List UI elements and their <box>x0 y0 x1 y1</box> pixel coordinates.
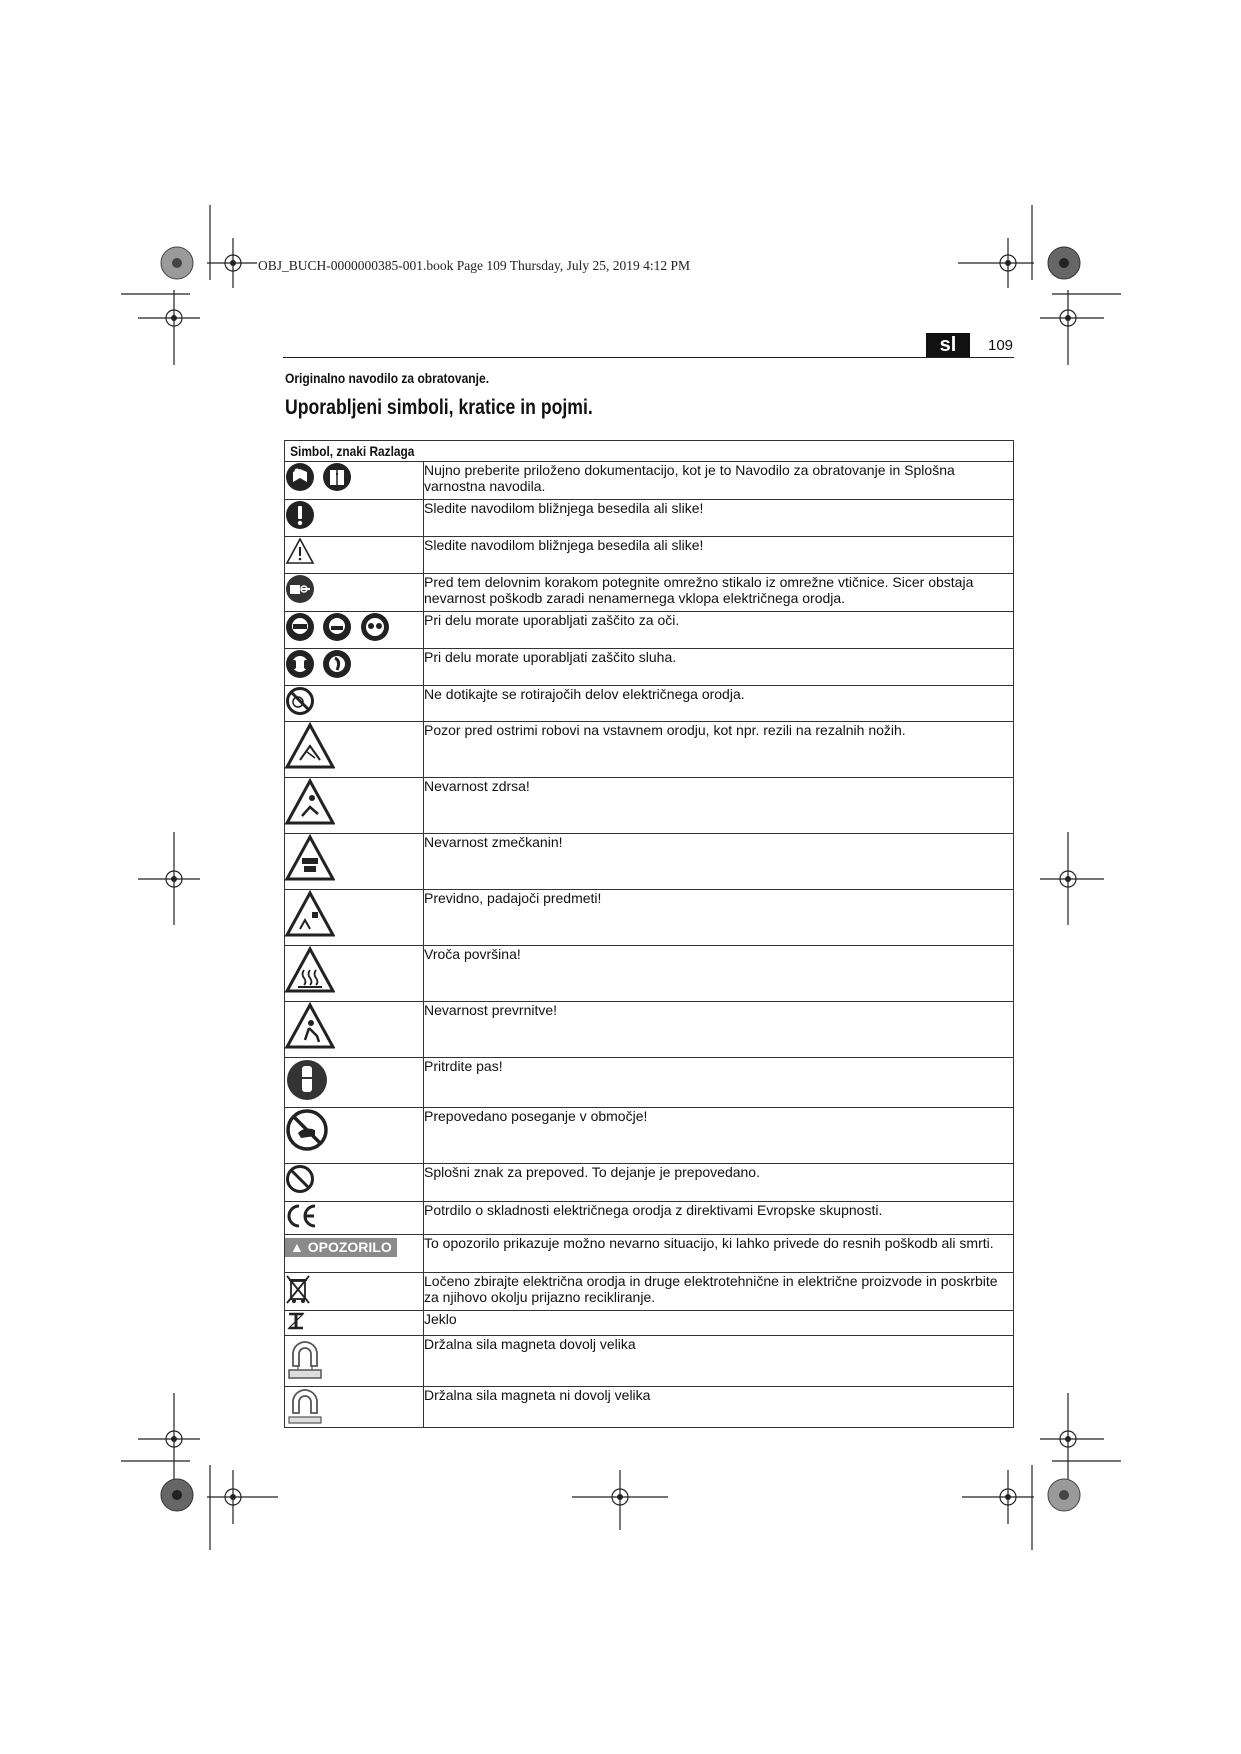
row-description: Jeklo <box>424 1311 1014 1336</box>
row-description: Splošni znak za prepoved. To dejanje je prepovedano. <box>424 1164 1014 1202</box>
table-row <box>285 1336 1014 1387</box>
warning-triangle-icon <box>285 537 315 565</box>
table-row <box>285 834 1014 890</box>
table-row <box>285 1273 1014 1311</box>
row-description: Nevarnost zdrsa! <box>424 778 1014 834</box>
row-description: To opozorilo prikazuje možno nevarno situacijo, ki lahko privede do resnih poškodb ali smrti. <box>424 1235 1014 1273</box>
ear-protection-icon <box>285 649 315 679</box>
table-row <box>285 722 1014 778</box>
table-row <box>285 778 1014 834</box>
magnet-weak-icon <box>285 1387 325 1425</box>
table-row <box>285 500 1014 537</box>
steel-icon <box>285 1311 307 1331</box>
exclamation-mandatory-icon <box>285 500 315 530</box>
safety-mask-icon <box>322 612 352 642</box>
header-rule <box>283 357 1014 358</box>
document-subtitle: Originalno navodilo za obratovanje. <box>285 370 490 386</box>
table-row <box>285 890 1014 946</box>
row-description: Nujno preberite priloženo dokumentacijo, kot je to Navodilo za obratovanje in Splošna varnostna navodila. <box>424 462 1014 500</box>
magnet-ok-icon <box>285 1336 325 1382</box>
row-description: Pri delu morate uporabljati zaščito sluha. <box>424 649 1014 686</box>
ear-plug-icon <box>322 649 352 679</box>
table-row <box>285 574 1014 612</box>
table-row <box>285 1108 1014 1164</box>
color-wheel-tr <box>1048 247 1080 279</box>
row-description: Prepovedano poseganje v območje! <box>424 1108 1014 1164</box>
symbols-table <box>284 440 1014 1428</box>
row-description: Nevarnost prevrnitve! <box>424 1002 1014 1058</box>
row-description: Držalna sila magneta ni dovolj velika <box>424 1387 1014 1428</box>
crosshair-tl <box>207 238 257 288</box>
unplug-icon <box>285 574 315 604</box>
read-manual-icon <box>285 462 315 492</box>
tip-over-hazard-icon <box>285 1002 335 1052</box>
section-title: Uporabljeni simboli, kratice in pojmi. <box>285 396 593 419</box>
table-row <box>285 686 1014 722</box>
row-description: Pri delu morate uporabljati zaščito za oči. <box>424 612 1014 649</box>
table-row <box>285 946 1014 1002</box>
row-description: Nevarnost zmečkanin! <box>424 834 1014 890</box>
row-description: Pred tem delovnim korakom potegnite omrežno stikalo iz omrežne vtičnice. Sicer obstaja nevarnost poškodb zaradi nenamernega vklopa električnega orodja. <box>424 574 1014 612</box>
table-row <box>285 1387 1014 1428</box>
warning-label-icon: ▲ OPOZORILO <box>285 1238 397 1257</box>
table-row <box>285 1311 1014 1336</box>
no-touch-rotating-icon <box>285 686 315 716</box>
row-description: Pritrdite pas! <box>424 1058 1014 1108</box>
table-row <box>285 537 1014 574</box>
table-row <box>285 462 1014 500</box>
row-description: Vroča površina! <box>424 946 1014 1002</box>
slip-hazard-icon <box>285 778 335 828</box>
row-description: Previdno, padajoči predmeti! <box>424 890 1014 946</box>
table-row <box>285 1002 1014 1058</box>
fasten-belt-icon <box>285 1058 329 1102</box>
crush-hazard-icon <box>285 834 335 884</box>
table-header: Simbol, znaki Razlaga <box>285 441 1014 462</box>
print-info: OBJ_BUCH-0000000385-001.book Page 109 Thursday, July 25, 2019 4:12 PM <box>258 258 691 273</box>
color-wheel-br <box>1048 1479 1080 1511</box>
row-description: Ločeno zbirajte električna orodja in druge elektrotehnične in električne proizvode in poskrbite za njihovo okolju prijazno recikliranje. <box>424 1273 1014 1311</box>
page-number: 109 <box>988 337 1014 354</box>
language-badge: sl <box>926 333 970 358</box>
ce-mark-icon <box>285 1202 319 1230</box>
row-description: Sledite navodilom bližnjega besedila ali slike! <box>424 537 1014 574</box>
row-description: Sledite navodilom bližnjega besedila ali slike! <box>424 500 1014 537</box>
row-description: Držalna sila magneta dovolj velika <box>424 1336 1014 1387</box>
color-wheel-bl <box>161 1479 193 1511</box>
table-row <box>285 1164 1014 1202</box>
face-shield-icon <box>285 612 315 642</box>
table-row <box>285 1058 1014 1108</box>
table-row <box>285 649 1014 686</box>
falling-objects-icon <box>285 890 335 940</box>
row-description: Ne dotikajte se rotirajočih delov električnega orodja. <box>424 686 1014 722</box>
table-row <box>285 1235 1014 1273</box>
sharp-edges-warning-icon <box>285 722 335 772</box>
table-row <box>285 612 1014 649</box>
table-row <box>285 1202 1014 1235</box>
manual-book-icon <box>322 462 352 492</box>
general-prohibition-icon <box>285 1164 315 1194</box>
no-reach-in-icon <box>285 1108 329 1152</box>
weee-bin-icon <box>285 1273 311 1305</box>
row-description: Potrdilo o skladnosti električnega orodja z direktivami Evropske skupnosti. <box>424 1202 1014 1235</box>
safety-goggles-icon <box>360 612 390 642</box>
color-wheel-tl <box>161 247 193 279</box>
hot-surface-icon <box>285 946 335 996</box>
crosshair-tr <box>958 238 1034 288</box>
row-description: Pozor pred ostrimi robovi na vstavnem orodju, kot npr. rezili na rezalnih nožih. <box>424 722 1014 778</box>
